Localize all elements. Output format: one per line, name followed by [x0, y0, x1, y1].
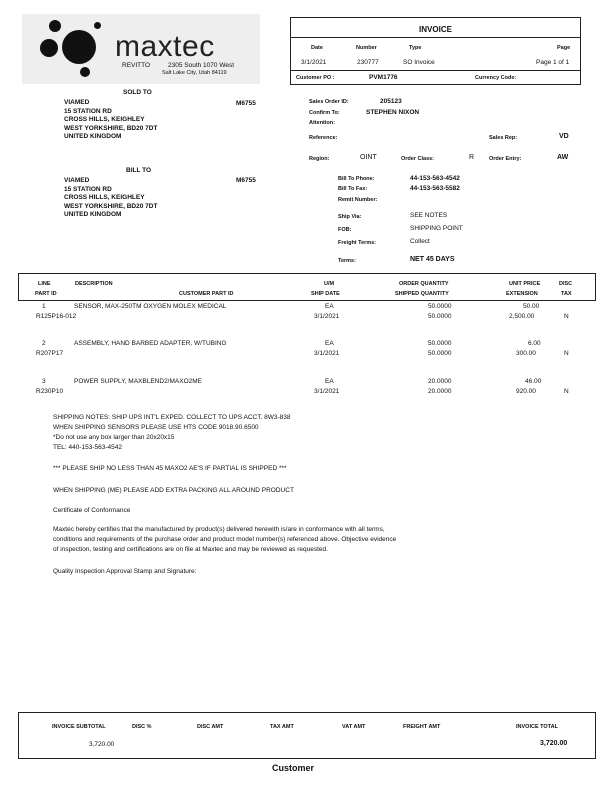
table-row: 3 POWER SUPPLY, MAXBLEND2/MAXO2ME R230P10 EA 3/1/2021 20.0000 20.0000 46.00 920.00 N	[36, 378, 569, 395]
bill-fax: 44-153-563-5582	[410, 185, 460, 192]
invoice-type: SO Invoice	[403, 59, 435, 66]
bill-phone: 44-153-563-4542	[410, 175, 460, 182]
tax-amt-label: TAX AMT	[270, 724, 294, 730]
bill-to-heading: BILL TO	[126, 167, 152, 174]
order-class: R	[469, 154, 475, 161]
shipping-notes: SHIPPING NOTES: SHIP UPS INT'L EXPED. COLLECT TO UPS ACCT. 8W3-838 WHEN SHIPPING SENSORS PLEASE USE HTS CODE 9018.90.6500 *Do not use any box larger than 20x20x15 TEL: 440-153-563-4542	[53, 414, 291, 451]
invoice-totals-box	[18, 712, 596, 759]
order-class-label: Order Class:	[401, 156, 435, 162]
confirm-to: STEPHEN NIXON	[366, 109, 420, 116]
invoice-total-label: INVOICE TOTAL	[516, 724, 558, 730]
invoice-title: INVOICE	[419, 25, 452, 34]
fob-label: FOB:	[338, 227, 352, 233]
page-header: Page	[557, 45, 571, 51]
freight-terms: Collect	[410, 238, 430, 245]
customer-po-label: Customer PO :	[296, 75, 335, 81]
sales-order-label: Sales Order ID:	[309, 99, 349, 105]
brand-name: maxtec	[115, 30, 215, 63]
freight-terms-label: Freight Terms:	[338, 240, 377, 246]
subtotal-label: INVOICE SUBTOTAL	[52, 724, 106, 730]
company-logo	[22, 14, 260, 84]
bill-phone-label: Bill To Phone:	[338, 176, 375, 182]
sold-to-heading: SOLD TO	[123, 89, 152, 96]
date-header: Date	[311, 45, 323, 51]
table-row: 1 SENSOR, MAX-250TM OXYGEN MOLEX MEDICAL R125P16-012 EA 3/1/2021 50.0000 50.0000 50.00 2,500.00 N	[36, 303, 569, 320]
sales-order-id: 205123	[380, 98, 402, 105]
partial-shipment-note: *** PLEASE SHIP NO LESS THAN 45 MAXO2 AE'S IF PARTIAL IS SHIPPED ***	[53, 465, 287, 472]
customer-po: PVM1776	[369, 74, 398, 81]
company-address-line1: 2305 South 1070 West	[168, 62, 235, 69]
table-row: 2 ASSEMBLY, HAND BARBED ADAPTER, W/TUBING R207P17 EA 3/1/2021 50.0000 50.0000 6.00 300.00 N	[36, 340, 569, 357]
brand-tagline: REVITTO	[122, 62, 151, 69]
ship-via: SEE NOTES	[410, 212, 448, 219]
fob: SHIPPING POINT	[410, 225, 463, 232]
bill-to-code: M6755	[236, 177, 256, 184]
type-header: Type	[409, 45, 422, 51]
disc-amt-label: DISC AMT	[197, 724, 224, 730]
order-entry: AW	[557, 154, 569, 161]
sold-to-code: M6755	[236, 100, 256, 107]
sold-to-address: VIAMED 15 STATION RD CROSS HILLS, KEIGHLEY WEST YORKSHIRE, BD20 7DT UNITED KINGDOM	[64, 99, 158, 140]
bill-to-address: VIAMED 15 STATION RD CROSS HILLS, KEIGHLEY WEST YORKSHIRE, BD20 7DT UNITED KINGDOM	[64, 177, 158, 218]
currency-code-label: Currency Code:	[475, 75, 517, 81]
certificate-title: Certificate of Conformance	[53, 507, 131, 514]
bill-fax-label: Bill To Fax:	[338, 186, 368, 192]
packing-note: WHEN SHIPPING (ME) PLEASE ADD EXTRA PACKING ALL AROUND PRODUCT	[53, 487, 294, 494]
freight-amt-label: FREIGHT AMT	[403, 724, 441, 730]
remit-label: Remit Number:	[338, 197, 378, 203]
certificate-body: Maxtec hereby certifies that the manufactured by product(s) delivered herewith is/are in conformance with all terms, conditions and requirements of the purchase order and product model number(s) referenced above. Objective evidence of inspection, testing and certifications are on file at Maxtec and may be reviewed as requested.	[53, 526, 397, 553]
vat-amt-label: VAT AMT	[342, 724, 366, 730]
confirm-to-label: Confirm To:	[309, 110, 340, 116]
order-entry-label: Order Entry:	[489, 156, 522, 162]
sales-rep: VD	[559, 133, 569, 140]
number-header: Number	[356, 45, 377, 51]
line-items-header: LINE PART ID DESCRIPTION CUSTOMER PART ID U/M SHIP DATE ORDER QUANTITY SHIPPED QUANTITY UNIT PRICE EXTENSION DISC TAX	[18, 273, 596, 301]
terms: NET 45 DAYS	[410, 256, 455, 263]
quality-stamp-label: Quality Inspection Approval Stamp and Signature:	[53, 568, 197, 575]
invoice-subtotal: 3,720.00	[89, 741, 115, 748]
terms-label: Terms:	[338, 258, 356, 264]
company-address-line2: Salt Lake City, Utah 84119	[162, 70, 227, 76]
disc-pct-label: DISC %	[132, 724, 152, 730]
invoice-number: 230777	[357, 59, 379, 66]
invoice-date: 3/1/2021	[301, 59, 327, 66]
region: OINT	[360, 154, 377, 161]
ship-via-label: Ship Via:	[338, 214, 362, 220]
invoice-total: 3,720.00	[540, 740, 568, 747]
region-label: Region:	[309, 156, 330, 162]
reference-label: Reference:	[309, 135, 338, 141]
invoice-header-box	[290, 17, 581, 85]
attention-label: Attention:	[309, 120, 335, 126]
copy-label: Customer	[272, 763, 315, 773]
page-count: Page 1 of 1	[536, 59, 570, 66]
sales-rep-label: Sales Rep:	[489, 135, 518, 141]
